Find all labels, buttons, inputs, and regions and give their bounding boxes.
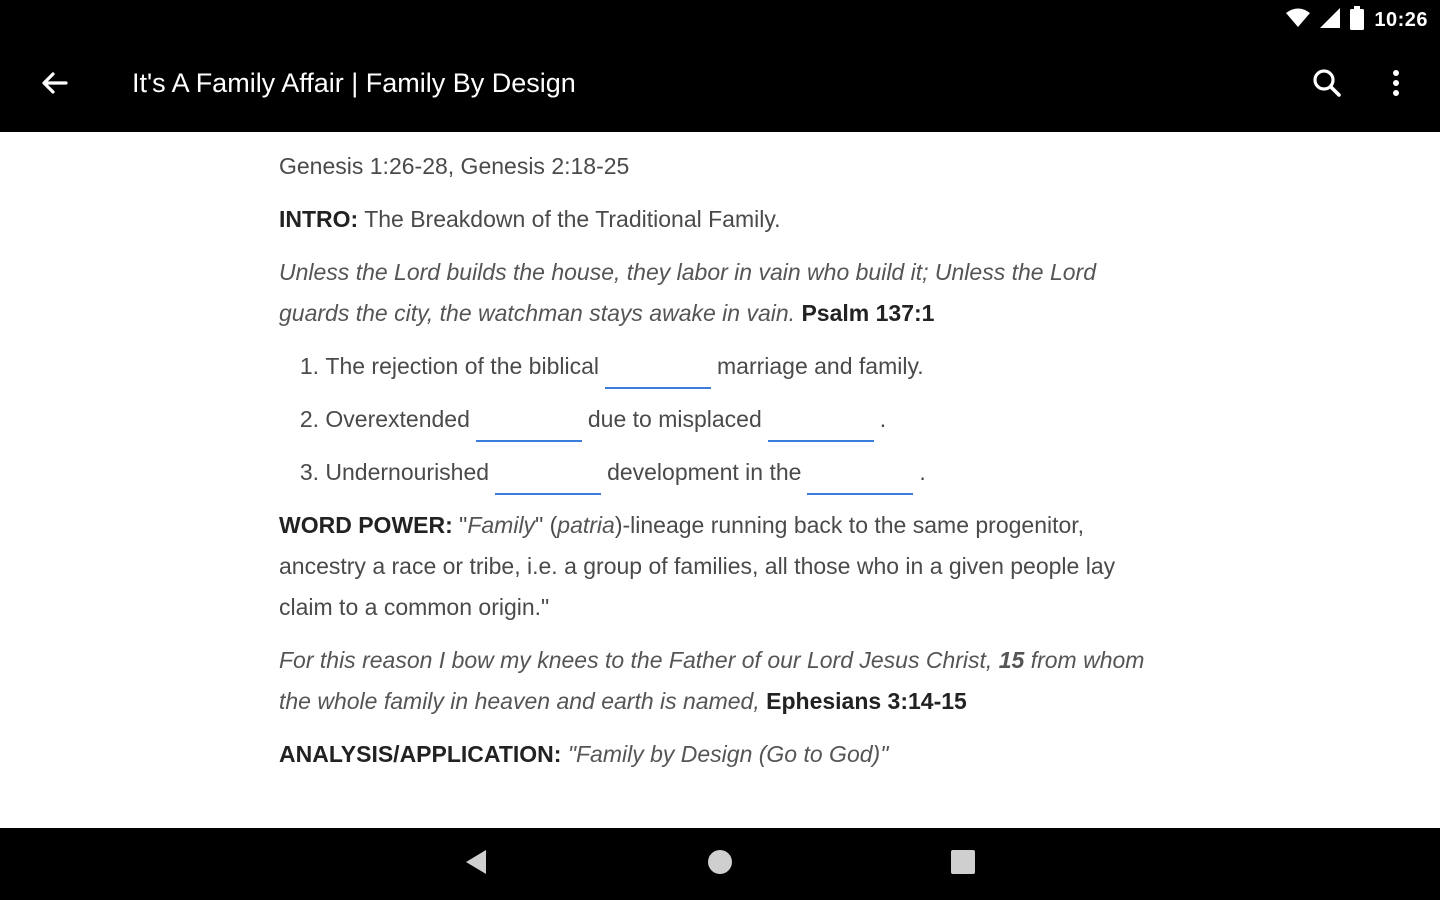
intro-label: INTRO: [279, 206, 359, 232]
document-view[interactable] [0, 132, 1440, 828]
nav-home-icon [707, 849, 733, 880]
system-nav-bar [0, 828, 1440, 900]
analysis-paragraph [279, 734, 1169, 775]
point-text-before: Overextended [325, 406, 470, 432]
point-text-middle: marriage and family. [717, 353, 924, 379]
list-number: 3. [299, 459, 319, 485]
point-text-after: . [919, 459, 926, 485]
list-number: 2. [299, 406, 319, 432]
verse-number: 15 [998, 647, 1025, 673]
fill-in-blank[interactable] [807, 463, 913, 495]
intro-paragraph [279, 199, 1169, 240]
word-power-label: WORD POWER: [279, 512, 453, 538]
status-bar [0, 0, 1440, 40]
list-item [279, 346, 1169, 387]
more-options-button[interactable] [1374, 60, 1418, 110]
search-button[interactable] [1302, 60, 1352, 110]
fill-in-blank[interactable] [495, 463, 601, 495]
nav-back-button[interactable] [446, 840, 506, 888]
analysis-text: "Family by Design (Go to God)" [567, 741, 889, 767]
fill-in-blank[interactable] [768, 410, 874, 442]
analysis-label: ANALYSIS/APPLICATION: [279, 741, 562, 767]
list-number: 1. [299, 353, 319, 379]
ephesians-reference: Ephesians 3:14-15 [766, 688, 967, 714]
word-power-text: )-lineage running back to the same progenitor, ancestry a race or tribe, i.e. a group of families, all those who in a given people lay claim to a common origin." [279, 512, 1116, 620]
app-bar [0, 40, 1440, 132]
back-button[interactable] [26, 60, 82, 110]
battery-icon [1350, 6, 1364, 35]
ephesians-quote: For this reason I bow my knees to the Father of our Lord Jesus Christ, [279, 647, 993, 673]
point-text-before: Undernourished [325, 459, 490, 485]
wifi-icon [1286, 8, 1310, 33]
back-arrow-icon [40, 69, 68, 102]
cell-signal-icon [1320, 8, 1340, 33]
list-item [279, 399, 1169, 440]
word-power-greek: patria [557, 512, 615, 538]
nav-home-button[interactable] [690, 840, 750, 888]
psalm-paragraph [279, 252, 1169, 334]
nav-recents-button[interactable] [933, 840, 993, 888]
point-text-after: . [879, 406, 887, 432]
nav-recents-icon [951, 850, 975, 879]
point-text-middle: development in the [607, 459, 802, 485]
point-text-middle: due to misplaced [587, 406, 762, 432]
fill-in-blank[interactable] [605, 357, 711, 389]
psalm-reference: Psalm 137:1 [801, 300, 935, 326]
fill-in-list [279, 346, 1169, 493]
psalm-quote: Unless the Lord builds the house, they labor in vain who build it; Unless the Lord guards the city, the watchman stays awake in vain. [279, 259, 1096, 326]
word-power-paragraph [279, 505, 1169, 628]
fill-in-blank[interactable] [476, 410, 582, 442]
ephesians-paragraph [279, 640, 1169, 722]
status-icons [1286, 6, 1428, 34]
ephesians-quote-continued: from whom the whole family in heaven and earth is named, [279, 647, 1145, 714]
sermon-notes [279, 146, 1169, 787]
word-power-term: Family [467, 512, 536, 538]
more-vert-icon [1392, 69, 1400, 102]
page-title: It's A Family Affair | Family By Design [132, 68, 576, 98]
nav-back-icon [464, 849, 488, 880]
scripture-reference: Genesis 1:26-28, Genesis 2:18-25 [279, 153, 630, 179]
status-time: 10:26 [1374, 8, 1428, 31]
word-power-quote-open: " [452, 512, 468, 538]
point-text-before: The rejection of the biblical [325, 353, 599, 379]
word-power-quote-close: " ( [535, 512, 558, 538]
list-item [279, 452, 1169, 493]
search-icon [1312, 68, 1342, 103]
intro-text: The Breakdown of the Traditional Family. [358, 206, 781, 232]
